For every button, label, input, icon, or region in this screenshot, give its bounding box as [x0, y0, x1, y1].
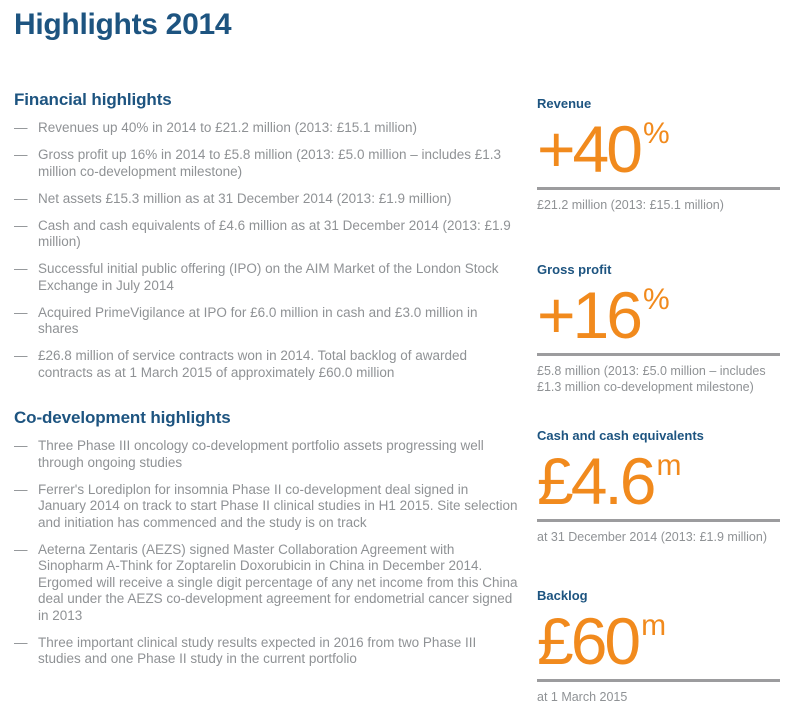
list-item — [14, 438, 520, 471]
list-item — [14, 635, 520, 668]
dash-bullet-icon: — — [14, 634, 28, 650]
bullet-text: Revenues up 40% in 2014 to £21.2 million (2013: £15.1 million) — [38, 120, 417, 135]
dash-bullet-icon: — — [14, 147, 28, 162]
dash-bullet-icon: — — [14, 261, 28, 276]
dash-bullet-icon: — — [14, 120, 28, 135]
page-title: Highlights 2014 — [14, 8, 232, 41]
stat-gross-profit — [537, 262, 780, 395]
stat-label: Revenue — [537, 96, 592, 111]
list-item — [14, 482, 520, 532]
stat-unit: % — [642, 117, 670, 150]
bullet-text: Cash and cash equivalents of £4.6 million as at 31 December 2014 (2013: £1.9 million) — [38, 217, 511, 249]
dash-bullet-icon: — — [14, 304, 28, 320]
dash-bullet-icon: — — [14, 481, 28, 497]
stat-label: Gross profit — [537, 262, 612, 277]
divider — [537, 353, 780, 356]
bullet-text: Three Phase III oncology co-development portfolio assets progressing well through ongoing studies — [38, 438, 484, 470]
list-item — [14, 348, 520, 381]
stat-caption: £5.8 million (2013: £5.0 million – includes £1.3 million co-development milestone) — [537, 364, 766, 394]
stat-label: Backlog — [537, 588, 588, 603]
stat-number: £4.6 — [537, 444, 654, 518]
stat-cash — [537, 428, 780, 545]
divider — [537, 187, 780, 190]
stat-unit: % — [642, 283, 670, 316]
stat-value — [537, 112, 780, 186]
bullet-text: Aeterna Zentaris (AEZS) signed Master Collaboration Agreement with Sinopharm A-Think for Zoptarelin Doxorubicin in China in December 2014. Ergomed will receive a single digit percentage of any net income from this China deal under the AEZS co-development agreement for endometrial cancer signed in 2013 — [38, 541, 518, 623]
bullet-text: Three important clinical study results expected in 2016 from two Phase III studies and one Phase II study in the current portfolio — [38, 634, 477, 666]
bullet-text: Ferrer's Lorediplon for insomnia Phase II co-development deal signed in January 2014 on track to start Phase II clinical studies in H1 2015. Site selection and initiation has commenced and the study is on track — [38, 481, 518, 530]
section-codevelopment-highlights — [14, 408, 520, 668]
dash-bullet-icon: — — [14, 438, 28, 453]
list-item — [14, 191, 520, 208]
codevelopment-highlights-list — [14, 438, 520, 668]
stat-unit: m — [641, 609, 667, 642]
divider — [537, 679, 780, 682]
bullet-text: £26.8 million of service contracts won in 2014. Total backlog of awarded contracts as at 1 March 2015 of approximately £60.0 million — [38, 348, 467, 380]
dash-bullet-icon: — — [14, 190, 28, 206]
list-item — [14, 120, 520, 137]
stat-value — [537, 604, 780, 678]
stat-caption: at 31 December 2014 (2013: £1.9 million) — [537, 530, 767, 544]
stat-caption: £21.2 million (2013: £15.1 million) — [537, 198, 724, 212]
financial-highlights-heading: Financial highlights — [14, 90, 172, 109]
stat-number: £60 — [537, 604, 639, 678]
stat-value — [537, 278, 780, 352]
bullet-text: Net assets £15.3 million as at 31 December 2014 (2013: £1.9 million) — [38, 190, 452, 206]
stat-unit: m — [656, 449, 682, 482]
stat-number: +16 — [537, 278, 640, 352]
financial-highlights-list — [14, 120, 520, 381]
stat-revenue — [537, 96, 780, 213]
stat-label: Cash and cash equivalents — [537, 428, 704, 443]
highlights-column — [14, 90, 520, 678]
list-item — [14, 261, 520, 294]
list-item — [14, 305, 520, 338]
list-item — [14, 147, 520, 180]
stat-backlog — [537, 588, 780, 705]
stat-value — [537, 444, 780, 518]
list-item — [14, 542, 520, 625]
dash-bullet-icon: — — [14, 541, 28, 557]
dash-bullet-icon: — — [14, 348, 28, 363]
list-item — [14, 218, 520, 251]
stat-number: +40 — [537, 112, 640, 186]
bullet-text: Gross profit up 16% in 2014 to £5.8 million (2013: £5.0 million – includes £1.3 million co-development milestone) — [38, 147, 502, 179]
bullet-text: Acquired PrimeVigilance at IPO for £6.0 million in cash and £3.0 million in shares — [38, 304, 478, 336]
stat-caption: at 1 March 2015 — [537, 690, 628, 704]
divider — [537, 519, 780, 522]
codevelopment-highlights-heading: Co-development highlights — [14, 408, 231, 427]
section-financial-highlights — [14, 90, 520, 381]
bullet-text: Successful initial public offering (IPO) on the AIM Market of the London Stock Exchange in July 2014 — [38, 261, 499, 293]
dash-bullet-icon: — — [14, 217, 28, 233]
